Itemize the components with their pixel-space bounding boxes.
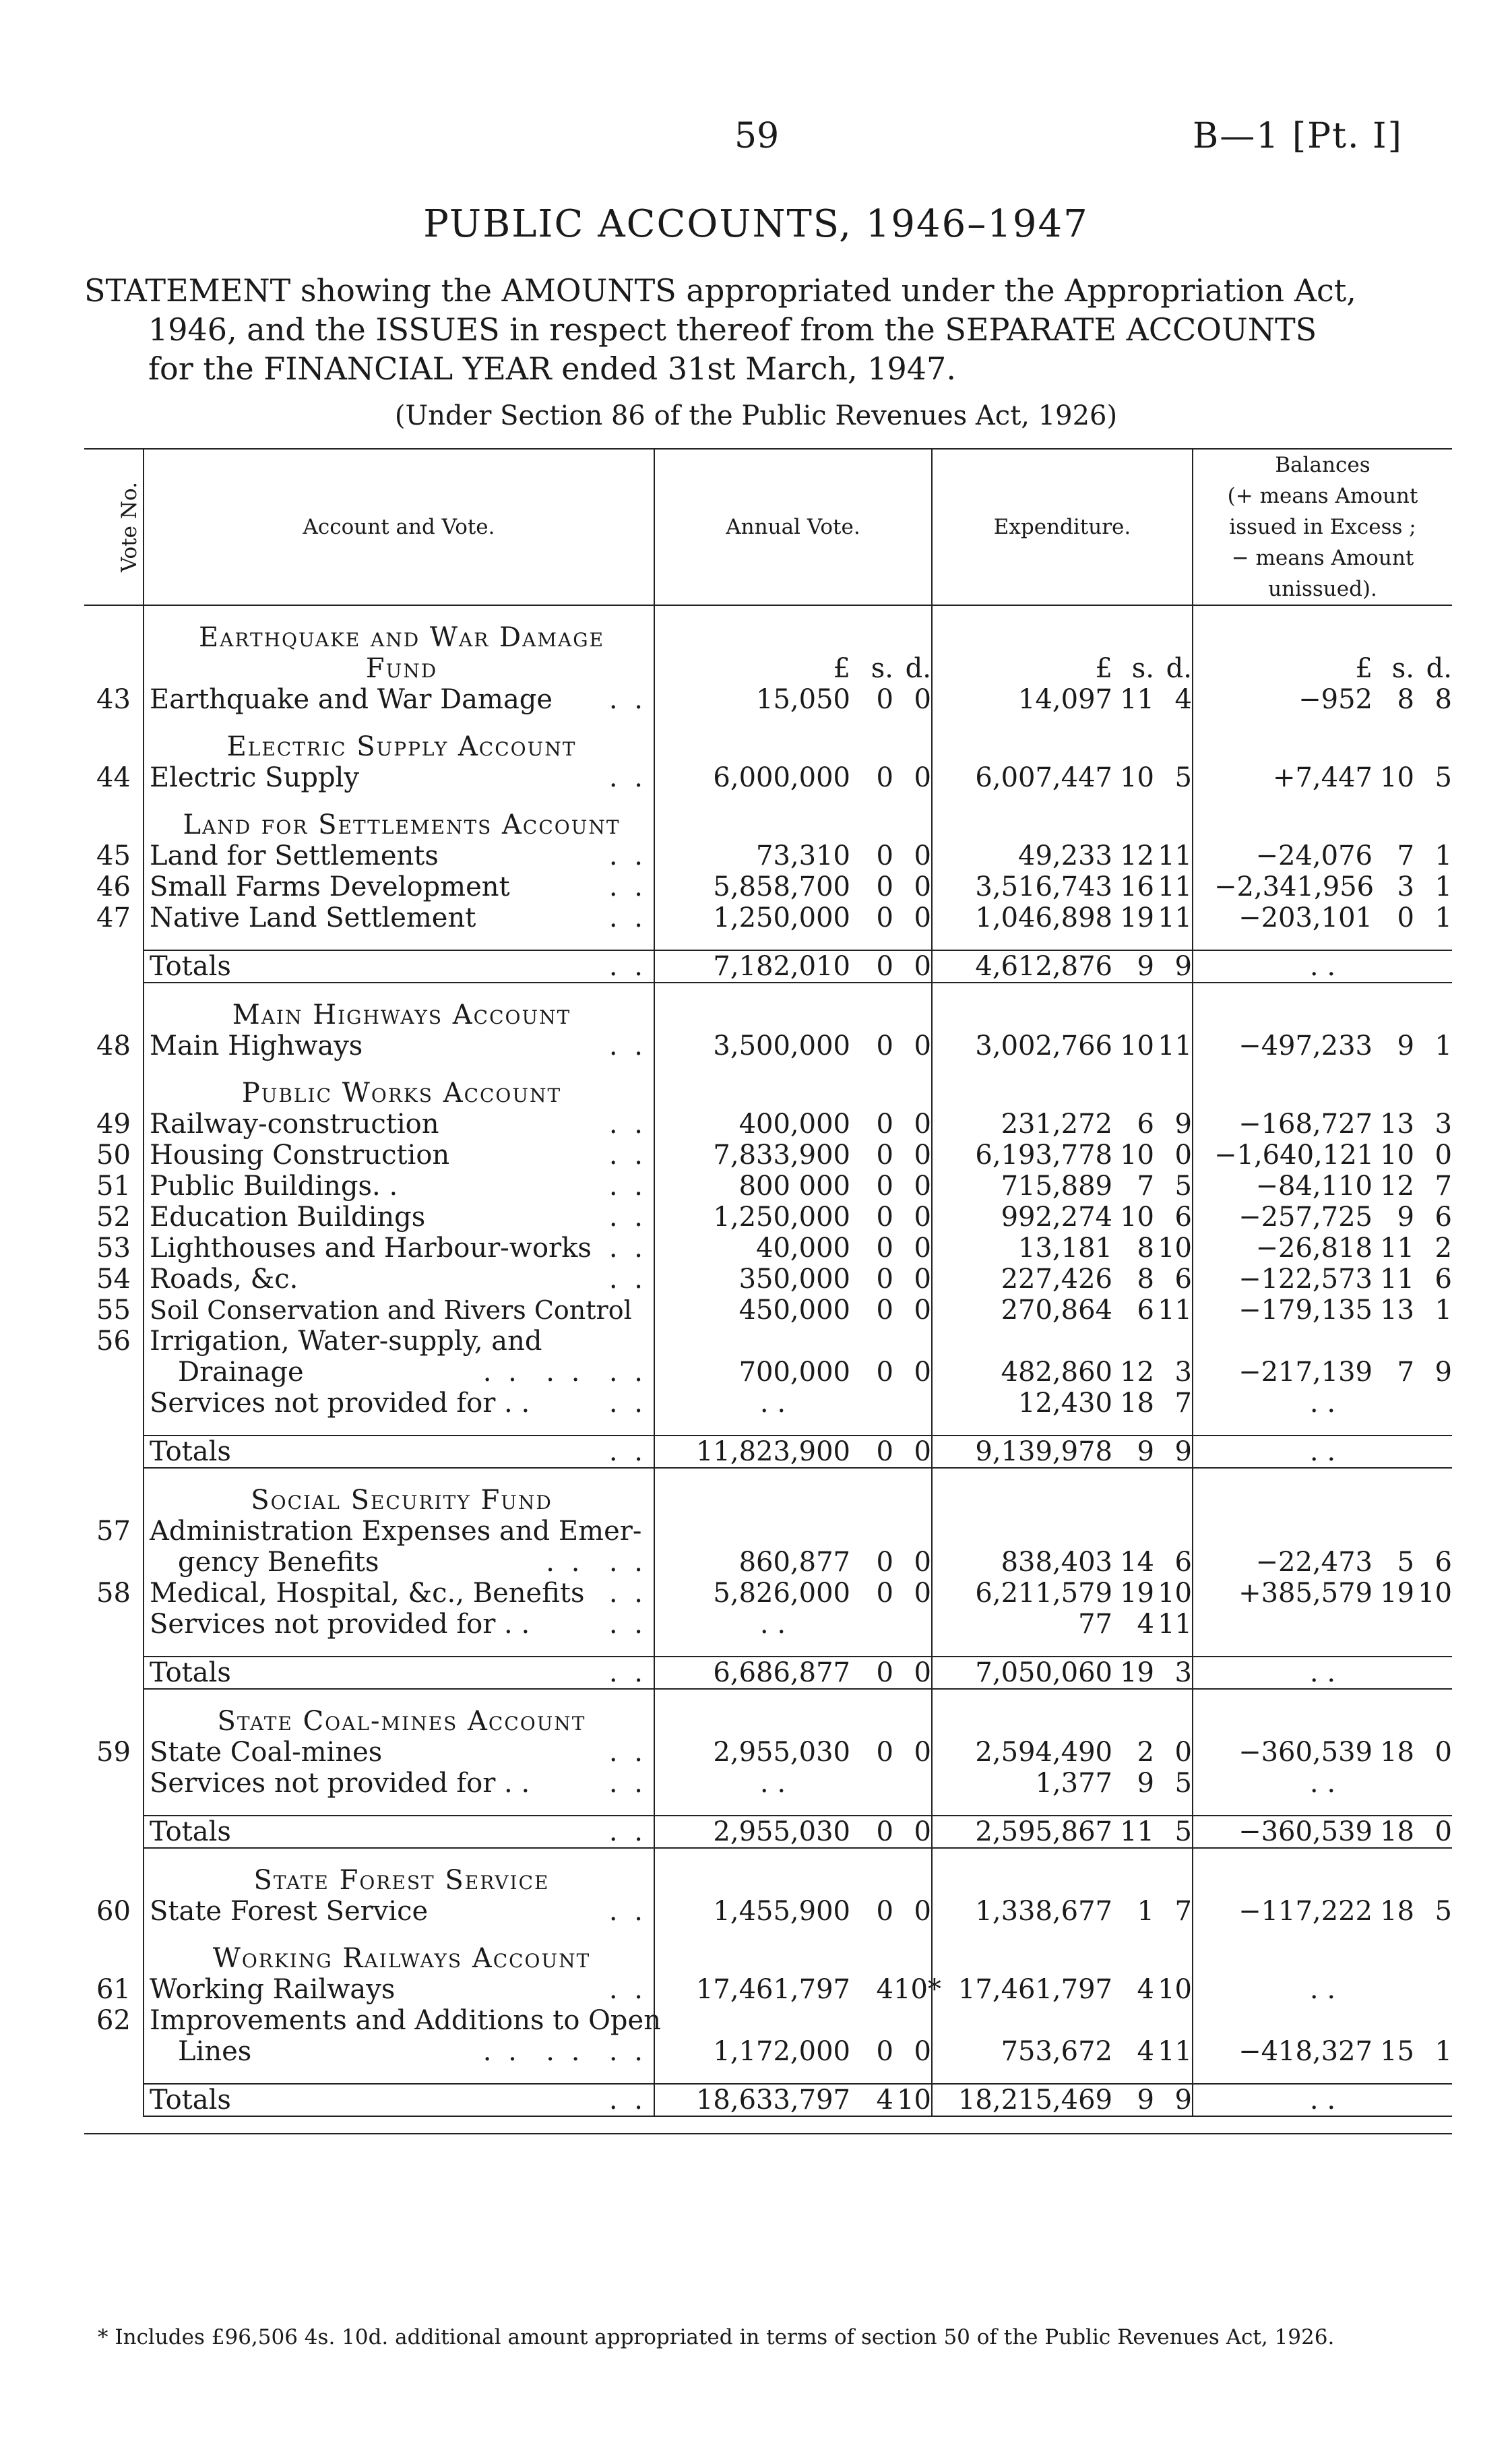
page-number: 59 xyxy=(734,116,780,156)
table-row: 54 Roads, &c. . . 350,000 0 0 227,426 8 6 −122,573 11 6 xyxy=(84,1264,1452,1295)
table-row: 45 Land for Settlements . . 73,310 0 0 49,233 12 11 −24,076 7 1 xyxy=(84,840,1452,871)
table-row: 56 Irrigation, Water-supply, and xyxy=(84,1326,1452,1357)
section-heading: State Coal-mines Account xyxy=(84,1706,1452,1737)
statement-heading xyxy=(84,271,1445,388)
table-row: 59 State Coal-mines . . 2,955,030 0 0 2,594,490 2 0 −360,539 18 0 xyxy=(84,1737,1452,1768)
table-row: 62 Improvements and Additions to Open xyxy=(84,2005,1452,2036)
annual-vote-header: Annual Vote. xyxy=(654,449,932,605)
table-row: 43 Earthquake and War Damage . . 15,050 0 0 14,097 11 4 −952 8 8 xyxy=(84,684,1452,715)
table-row: 51 Public Buildings. . . . 800 000 0 0 715,889 7 5 −84,110 12 7 xyxy=(84,1171,1452,1202)
totals-row: Totals . . 7,182,010 0 0 4,612,876 9 9 . . xyxy=(84,950,1452,983)
table-row: 48 Main Highways . . 3,500,000 0 0 3,002,766 10 11 −497,233 9 1 xyxy=(84,1030,1452,1061)
table-row: 49 Railway-construction . . 400,000 0 0 231,272 6 9 −168,727 13 3 xyxy=(84,1109,1452,1140)
table-row: Lines . . . . . . 1,172,000 0 0 753,672 4 11 −418,327 15 1 xyxy=(84,2036,1452,2067)
section-heading: Public Works Account xyxy=(84,1078,1452,1109)
section-heading: Electric Supply Account xyxy=(84,731,1452,762)
table-row: 47 Native Land Settlement . . 1,250,000 0 0 1,046,898 19 11 −203,101 0 1 xyxy=(84,902,1452,933)
balances-header: Balances (+ means Amount issued in Excess ; − means Amount unissued). xyxy=(1193,449,1452,605)
table-row: Services not provided for . . . . . . 12,430 18 7 . . xyxy=(84,1388,1452,1419)
table-row: gency Benefits . . . . 860,877 0 0 838,403 14 6 −22,473 5 6 xyxy=(84,1547,1452,1578)
table-row: 52 Education Buildings . . 1,250,000 0 0 992,274 10 6 −257,725 9 6 xyxy=(84,1202,1452,1233)
statement-line-1: STATEMENT showing the AMOUNTS appropriated under the Appropriation Act, xyxy=(84,272,1356,309)
table-row: 61 Working Railways . . 17,461,797 410* 17,461,797 4 10 . . xyxy=(84,1974,1452,2005)
table-row: 46 Small Farms Development . . 5,858,700 0 0 3,516,743 16 11 −2,341,956 3 1 xyxy=(84,871,1452,902)
table-row: 57 Administration Expenses and Emer- xyxy=(84,1516,1452,1547)
section-heading: State Forest Service xyxy=(84,1865,1452,1896)
table-row: Drainage . . . . . . 700,000 0 0 482,860 12 3 −217,139 7 9 xyxy=(84,1357,1452,1388)
account-header: Account and Vote. xyxy=(144,449,654,605)
statement-line-2: 1946, and the ISSUES in respect thereof from the SEPARATE ACCOUNTS xyxy=(148,311,1317,348)
table-header-row xyxy=(84,449,1452,605)
table-row: Services not provided for . . . . . . 77 4 11 xyxy=(84,1609,1452,1640)
units-row: Fund £ s. d. £ s. d. £ s. d. xyxy=(84,653,1452,684)
table-row: 50 Housing Construction . . 7,833,900 0 0 6,193,778 10 0 −1,640,121 10 0 xyxy=(84,1140,1452,1171)
totals-row: Totals . . 6,686,877 0 0 7,050,060 19 3 . . xyxy=(84,1657,1452,1689)
statement-line-3: for the FINANCIAL YEAR ended 31st March, 1947. xyxy=(148,350,956,387)
table-row: 55 Soil Conservation and Rivers Control 450,000 0 0 270,864 6 11 −179,135 13 1 xyxy=(84,1295,1452,1326)
table-row: 60 State Forest Service . . 1,455,900 0 0 1,338,677 1 7 −117,222 18 5 xyxy=(84,1896,1452,1927)
section-heading: Social Security Fund xyxy=(84,1485,1452,1516)
section-heading: Main Highways Account xyxy=(84,999,1452,1030)
expenditure-header: Expenditure. xyxy=(932,449,1193,605)
page-title: PUBLIC ACCOUNTS, 1946–1947 xyxy=(423,202,1089,246)
table-row: 58 Medical, Hospital, &c., Benefits . . 5,826,000 0 0 6,211,579 19 10 +385,579 19 10 xyxy=(84,1578,1452,1609)
section-heading: Earthquake and War Damage xyxy=(84,622,1452,653)
table-row: 53 Lighthouses and Harbour-works . . 40,000 0 0 13,181 8 10 −26,818 11 2 xyxy=(84,1233,1452,1264)
document-reference: B—1 [Pt. I] xyxy=(1193,116,1403,156)
vote-no-header: Vote No. xyxy=(84,449,144,605)
totals-row: Totals . . 2,955,030 0 0 2,595,867 11 5 −360,539 18 0 xyxy=(84,1816,1452,1848)
accounts-table xyxy=(84,448,1452,2134)
section-heading: Working Railways Account xyxy=(84,1943,1452,1974)
table-row: 44 Electric Supply . . 6,000,000 0 0 6,007,447 10 5 +7,447 10 5 xyxy=(84,762,1452,793)
table-row: Services not provided for . . . . . . 1,377 9 5 . . xyxy=(84,1768,1452,1799)
totals-row: Totals . . 18,633,797 4 10 18,215,469 9 9 . . xyxy=(84,2084,1452,2116)
under-section-note: (Under Section 86 of the Public Revenues Act, 1926) xyxy=(394,400,1118,431)
totals-row: Totals . . 11,823,900 0 0 9,139,978 9 9 . . xyxy=(84,1436,1452,1468)
section-heading: Land for Settlements Account xyxy=(84,809,1452,840)
footnote: * Includes £96,506 4s. 10d. additional amount appropriated in terms of section 50 of the Public Revenues Act, 1926. xyxy=(98,2325,1335,2349)
